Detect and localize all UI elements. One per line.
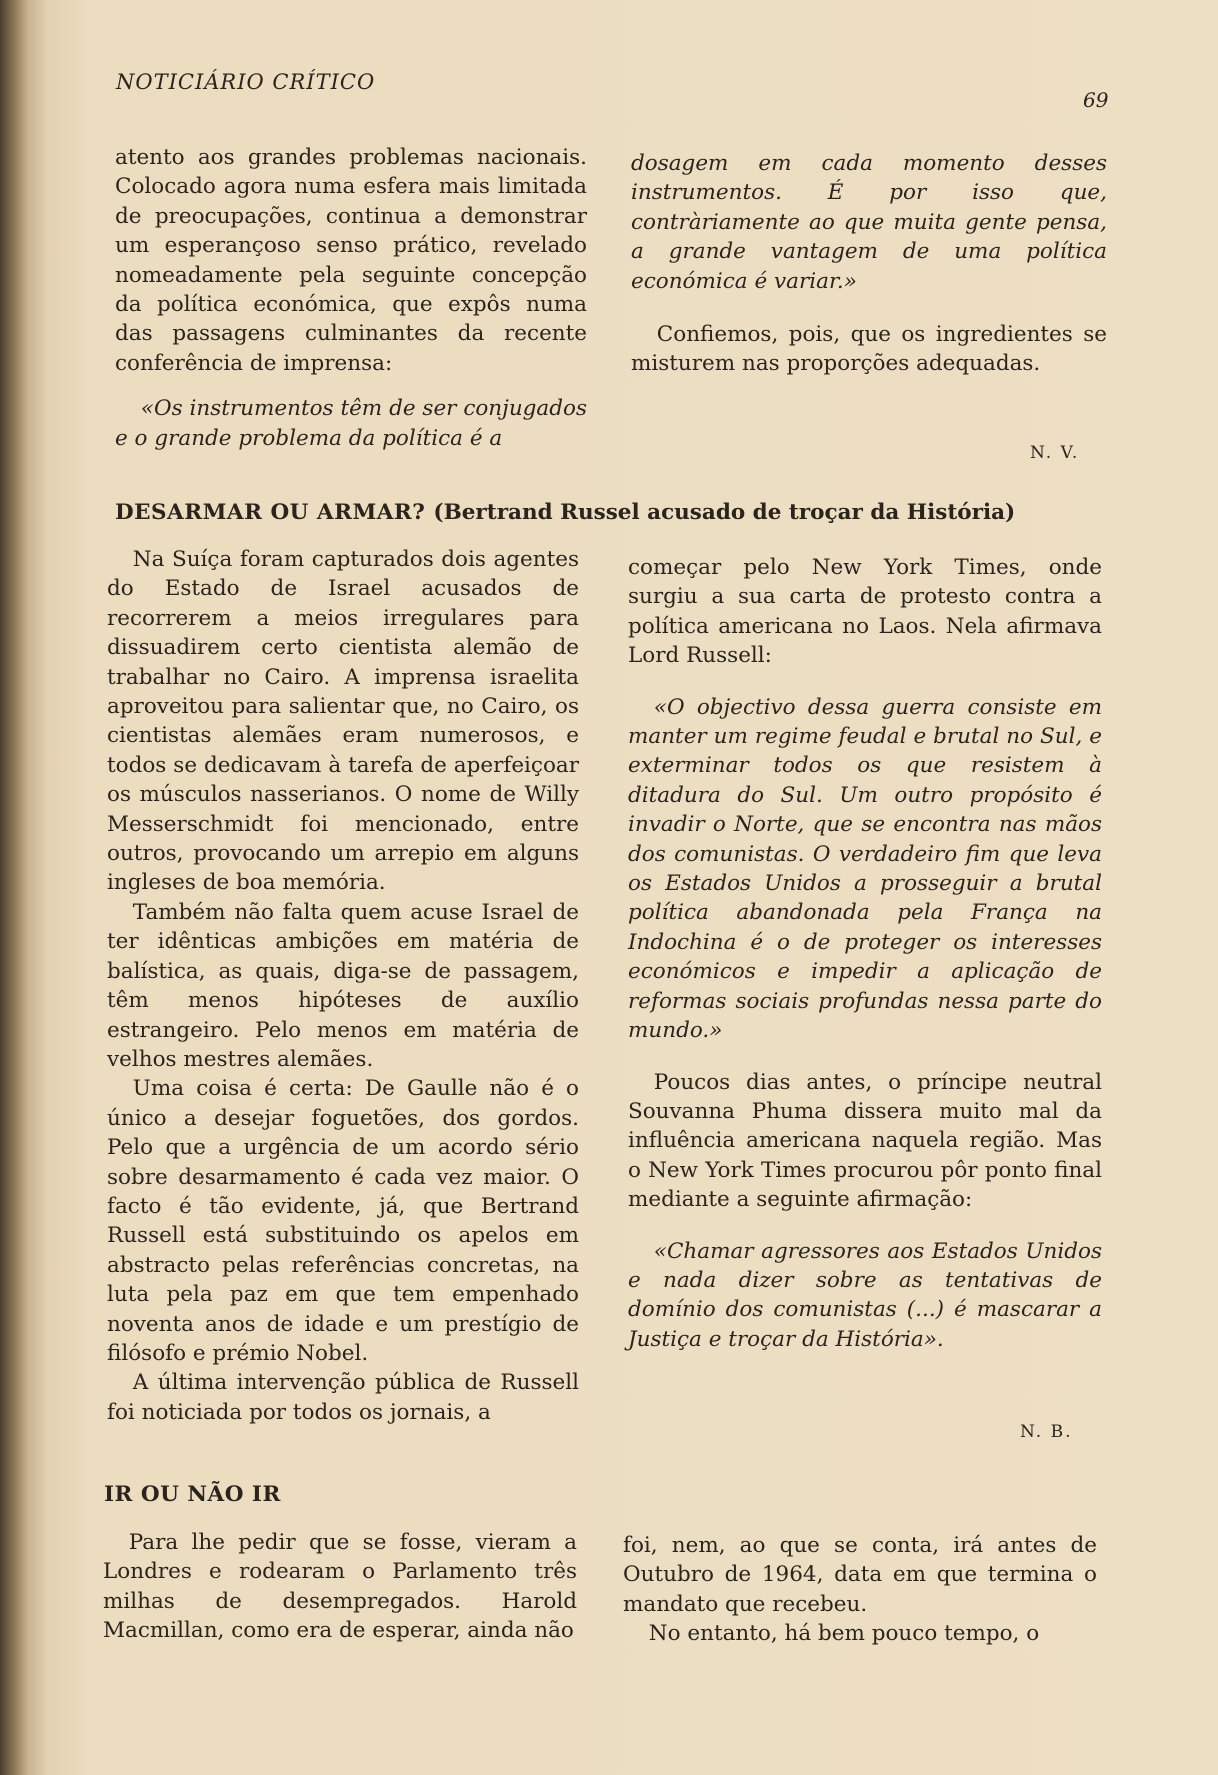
- article2-paragraph-1: Na Suíça foram capturados dois agentes do Estado de Israel acusados de recorrerem a meios irregulares para dissuadirem certo cientista alemão de trabalhar no Cairo. A imprensa israelita aproveitou para salientar que, no Cairo, os cientistas alemães eram numerosos, e todos se dedicavam à tarefa de aperfeiçoar os músculos nasserianos. O nome de Willy Messerschmidt foi mencionado, entre outros, provocando um arrepio em alguns ingleses de boa memória.: [107, 547, 579, 896]
- article3-paragraph-3: No entanto, há bem pouco tempo, o: [648, 1621, 1040, 1647]
- article1-closing-paragraph: Confiemos, pois, que os ingredientes se misturem nas proporções adequadas.: [631, 322, 1107, 377]
- article3-paragraph-2: foi, nem, ao que se conta, irá antes de Outubro de 1964, data em que termina o mandato que recebeu.: [623, 1533, 1097, 1617]
- article1-paragraph: atento aos grandes problemas nacionais. Colocado agora numa esfera mais limitada de preocupações, continua a demonstrar um esperançoso senso prático, revelado nomeadamente pela seguinte concepção da política económica, que expôs numa das passagens culminantes da recente conferência de imprensa:: [115, 145, 587, 376]
- article1-signature: N. V.: [1030, 443, 1080, 463]
- article3-heading: IR OU NÃO IR: [104, 1482, 281, 1507]
- article1-left-column: [115, 143, 587, 453]
- article2-subtitle: (Bertrand Russel acusado de troçar da História): [433, 500, 1016, 525]
- article2-paragraph-6: Poucos dias antes, o príncipe neutral Souvanna Phuma dissera muito mal da influência americana naquela região. Mas o New York Times procurou pôr ponto final mediante a seguinte afirmação:: [628, 1069, 1102, 1213]
- article2-heading: [115, 500, 1015, 525]
- article3-paragraph-1: Para lhe pedir que se fosse, vieram a Londres e rodearam o Parlamento três milhas de desempregados. Harold Macmillan, como era de esperar, ainda não: [103, 1530, 577, 1644]
- article2-paragraph-5: começar pelo New York Times, onde surgiu a sua carta de protesto contra a política americana no Laos. Nela afirmava Lord Russell:: [628, 555, 1102, 669]
- article1-quote-start: «Os instrumentos têm de ser conjugados e o grande problema da política é a: [115, 396, 587, 451]
- article2-left-column: [107, 545, 579, 1427]
- article2-quote-2: «Chamar agressores aos Estados Unidos e nada dizer sobre as tentativas de domínio dos comunistas (...) é mascarar a Justiça e troçar da História».: [628, 1238, 1102, 1352]
- article2-paragraph-4: A última intervenção pública de Russell foi noticiada por todos os jornais, a: [107, 1370, 579, 1425]
- article1-right-column: [631, 149, 1107, 296]
- article2-paragraph-3: Uma coisa é certa: De Gaulle não é o único a desejar foguetões, dos gordos. Pelo que a urgência de um acordo sério sobre desarmamento é cada vez maior. O facto é tão evidente, já, que Bertrand Russell está substituindo os apelos em abstracto pelas referências concretas, na luta pela paz em que tem empenhado noventa anos de idade e um prestígio de filósofo e prémio Nobel.: [107, 1076, 579, 1366]
- article2-signature: N. B.: [1020, 1422, 1073, 1442]
- running-title: NOTICIÁRIO CRÍTICO: [116, 70, 376, 94]
- article1-quote-end: dosagem em cada momento desses instrumentos. É por isso que, contràriamente ao que muita gente pensa, a grande vantagem de uma política económica é variar.»: [631, 151, 1107, 294]
- article3-left-column: [103, 1528, 577, 1646]
- article3-right-column: [623, 1531, 1097, 1649]
- article2-title: DESARMAR OU ARMAR?: [115, 500, 426, 525]
- page-number: 69: [1083, 88, 1109, 112]
- article1-closing: [631, 320, 1107, 379]
- article2-paragraph-2: Também não falta quem acuse Israel de ter idênticas ambições em matéria de balística, as quais, diga-se de passagem, têm menos hipóteses de auxílio estrangeiro. Pelo menos em matéria de velhos mestres alemães.: [107, 899, 579, 1072]
- article2-quote-1: «O objectivo dessa guerra consiste em manter um regime feudal e brutal no Sul, e exterminar todos os que resistem à ditadura do Sul. Um outro propósito é invadir o Norte, que se encontra nas mãos dos comunistas. O verdadeiro fim que leva os Estados Unidos a prosseguir a brutal política abandonada pela França na Indochina é o de proteger os interesses económicos e impedir a aplicação de reformas sociais profundas nessa parte do mundo.»: [628, 694, 1102, 1044]
- article2-right-column: [628, 553, 1102, 1354]
